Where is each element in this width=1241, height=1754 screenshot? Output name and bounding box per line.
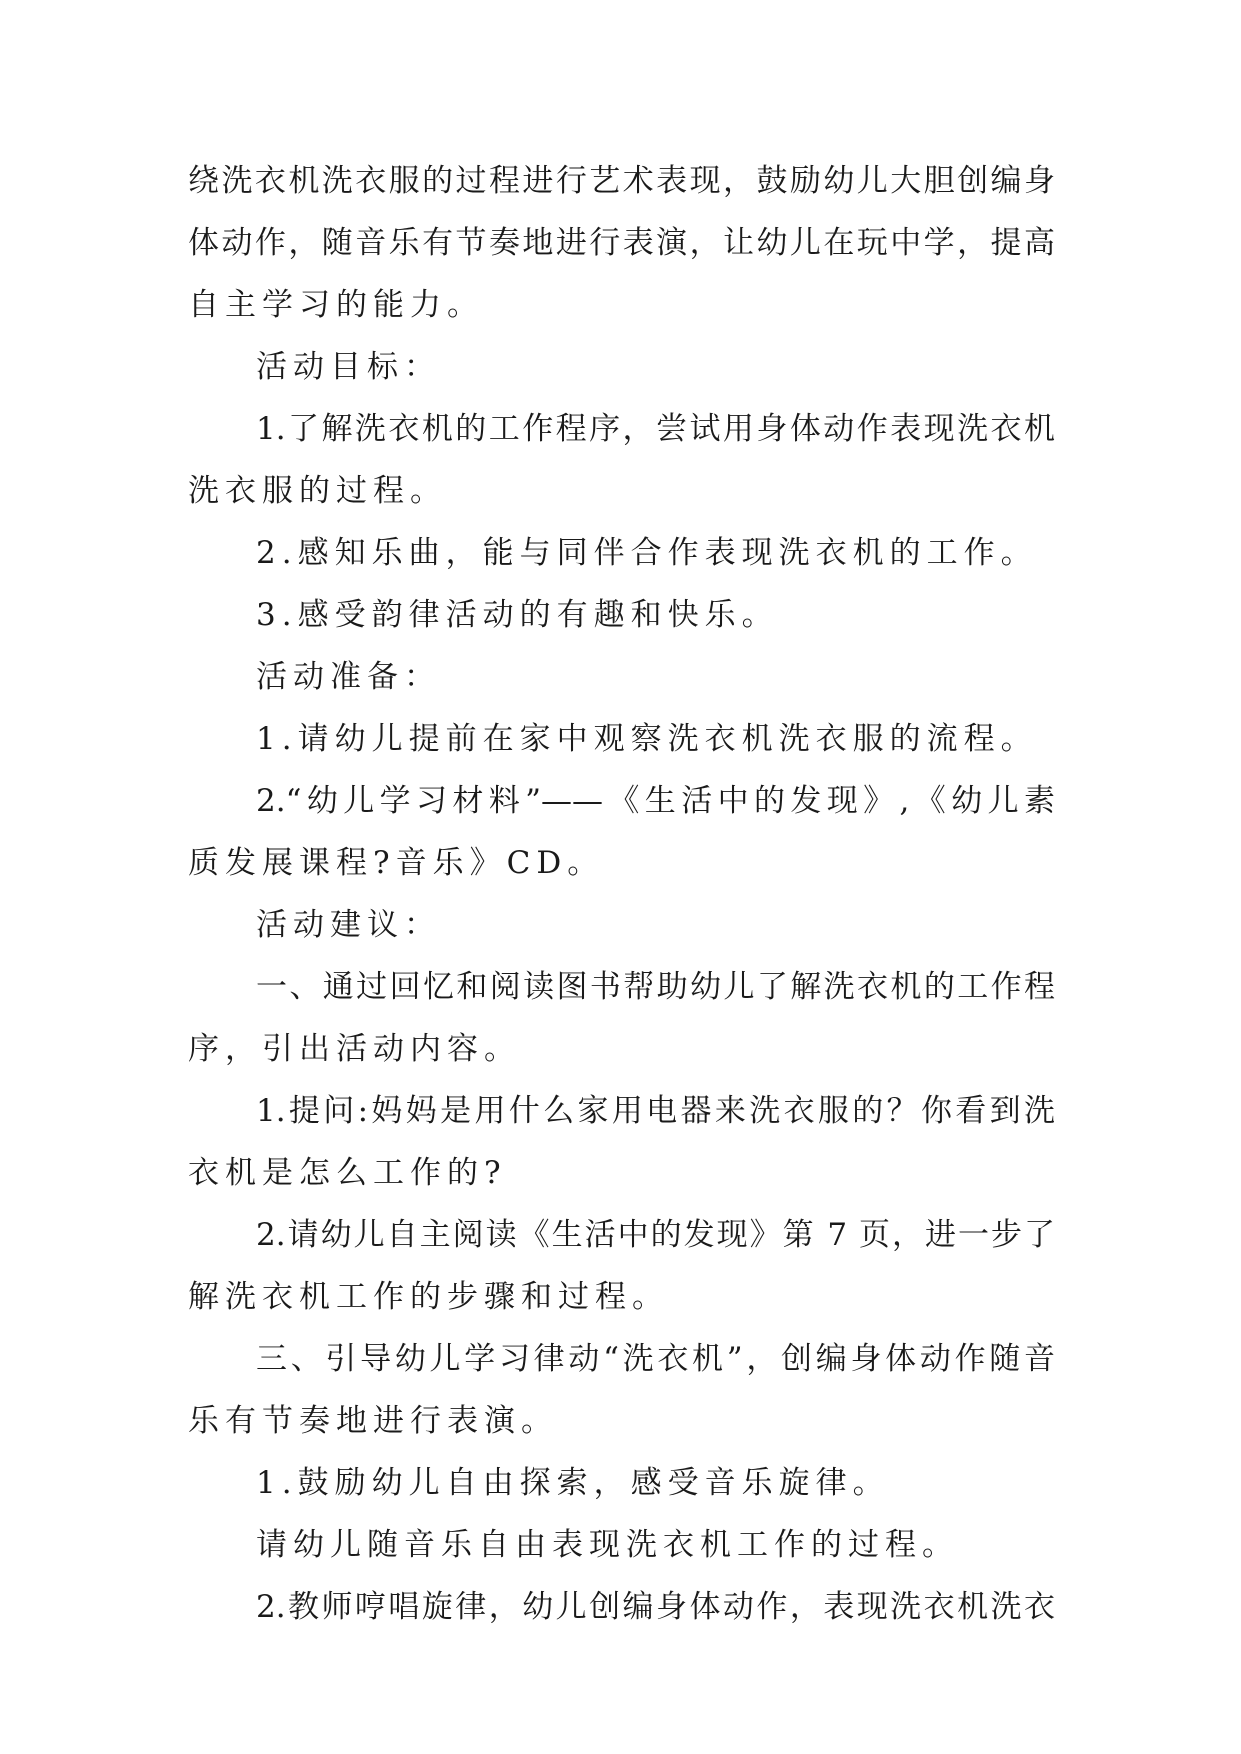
text-line: 序，引出活动内容。 bbox=[188, 1031, 521, 1067]
section-heading: 活动准备： bbox=[256, 659, 441, 695]
text-line: 洗衣服的过程。 bbox=[188, 473, 447, 509]
list-item: 2.请幼儿自主阅读《生活中的发现》第 7 页，进一步了 bbox=[256, 1217, 1055, 1253]
list-item: 1.提问:妈妈是用什么家用电器来洗衣服的？你看到洗 bbox=[256, 1093, 1055, 1129]
text-line: 体动作，随音乐有节奏地进行表演，让幼儿在玩中学，提高 bbox=[188, 225, 1055, 261]
list-item: 1.了解洗衣机的工作程序，尝试用身体动作表现洗衣机 bbox=[256, 411, 1055, 447]
list-item: 1.请幼儿提前在家中观察洗衣机洗衣服的流程。 bbox=[256, 721, 1038, 757]
text-line: 质发展课程?音乐》CD。 bbox=[188, 845, 605, 881]
text-line: 绕洗衣机洗衣服的过程进行艺术表现，鼓励幼儿大胆创编身 bbox=[188, 163, 1055, 199]
list-item: 2.感知乐曲，能与同伴合作表现洗衣机的工作。 bbox=[256, 535, 1038, 571]
section-heading: 活动建议： bbox=[256, 907, 441, 943]
list-item: 1.鼓励幼儿自由探索，感受音乐旋律。 bbox=[256, 1465, 890, 1501]
text-line: 乐有节奏地进行表演。 bbox=[188, 1403, 558, 1439]
document-page bbox=[188, 150, 1055, 1638]
text-line: 请幼儿随音乐自由表现洗衣机工作的过程。 bbox=[256, 1527, 959, 1563]
section-heading: 活动目标： bbox=[256, 349, 441, 385]
list-item: 2.“幼儿学习材料”——《生活中的发现》,《幼儿素 bbox=[256, 783, 1055, 819]
text-line: 自主学习的能力。 bbox=[188, 287, 484, 323]
list-item: 2.教师哼唱旋律，幼儿创编身体动作，表现洗衣机洗衣 bbox=[256, 1589, 1055, 1625]
step-heading: 三、引导幼儿学习律动“洗衣机”，创编身体动作随音 bbox=[256, 1341, 1055, 1377]
text-line: 解洗衣机工作的步骤和过程。 bbox=[188, 1279, 669, 1315]
list-item: 3.感受韵律活动的有趣和快乐。 bbox=[256, 597, 779, 633]
text-line: 衣机是怎么工作的? bbox=[188, 1155, 507, 1191]
step-heading: 一、通过回忆和阅读图书帮助幼儿了解洗衣机的工作程 bbox=[256, 969, 1055, 1005]
